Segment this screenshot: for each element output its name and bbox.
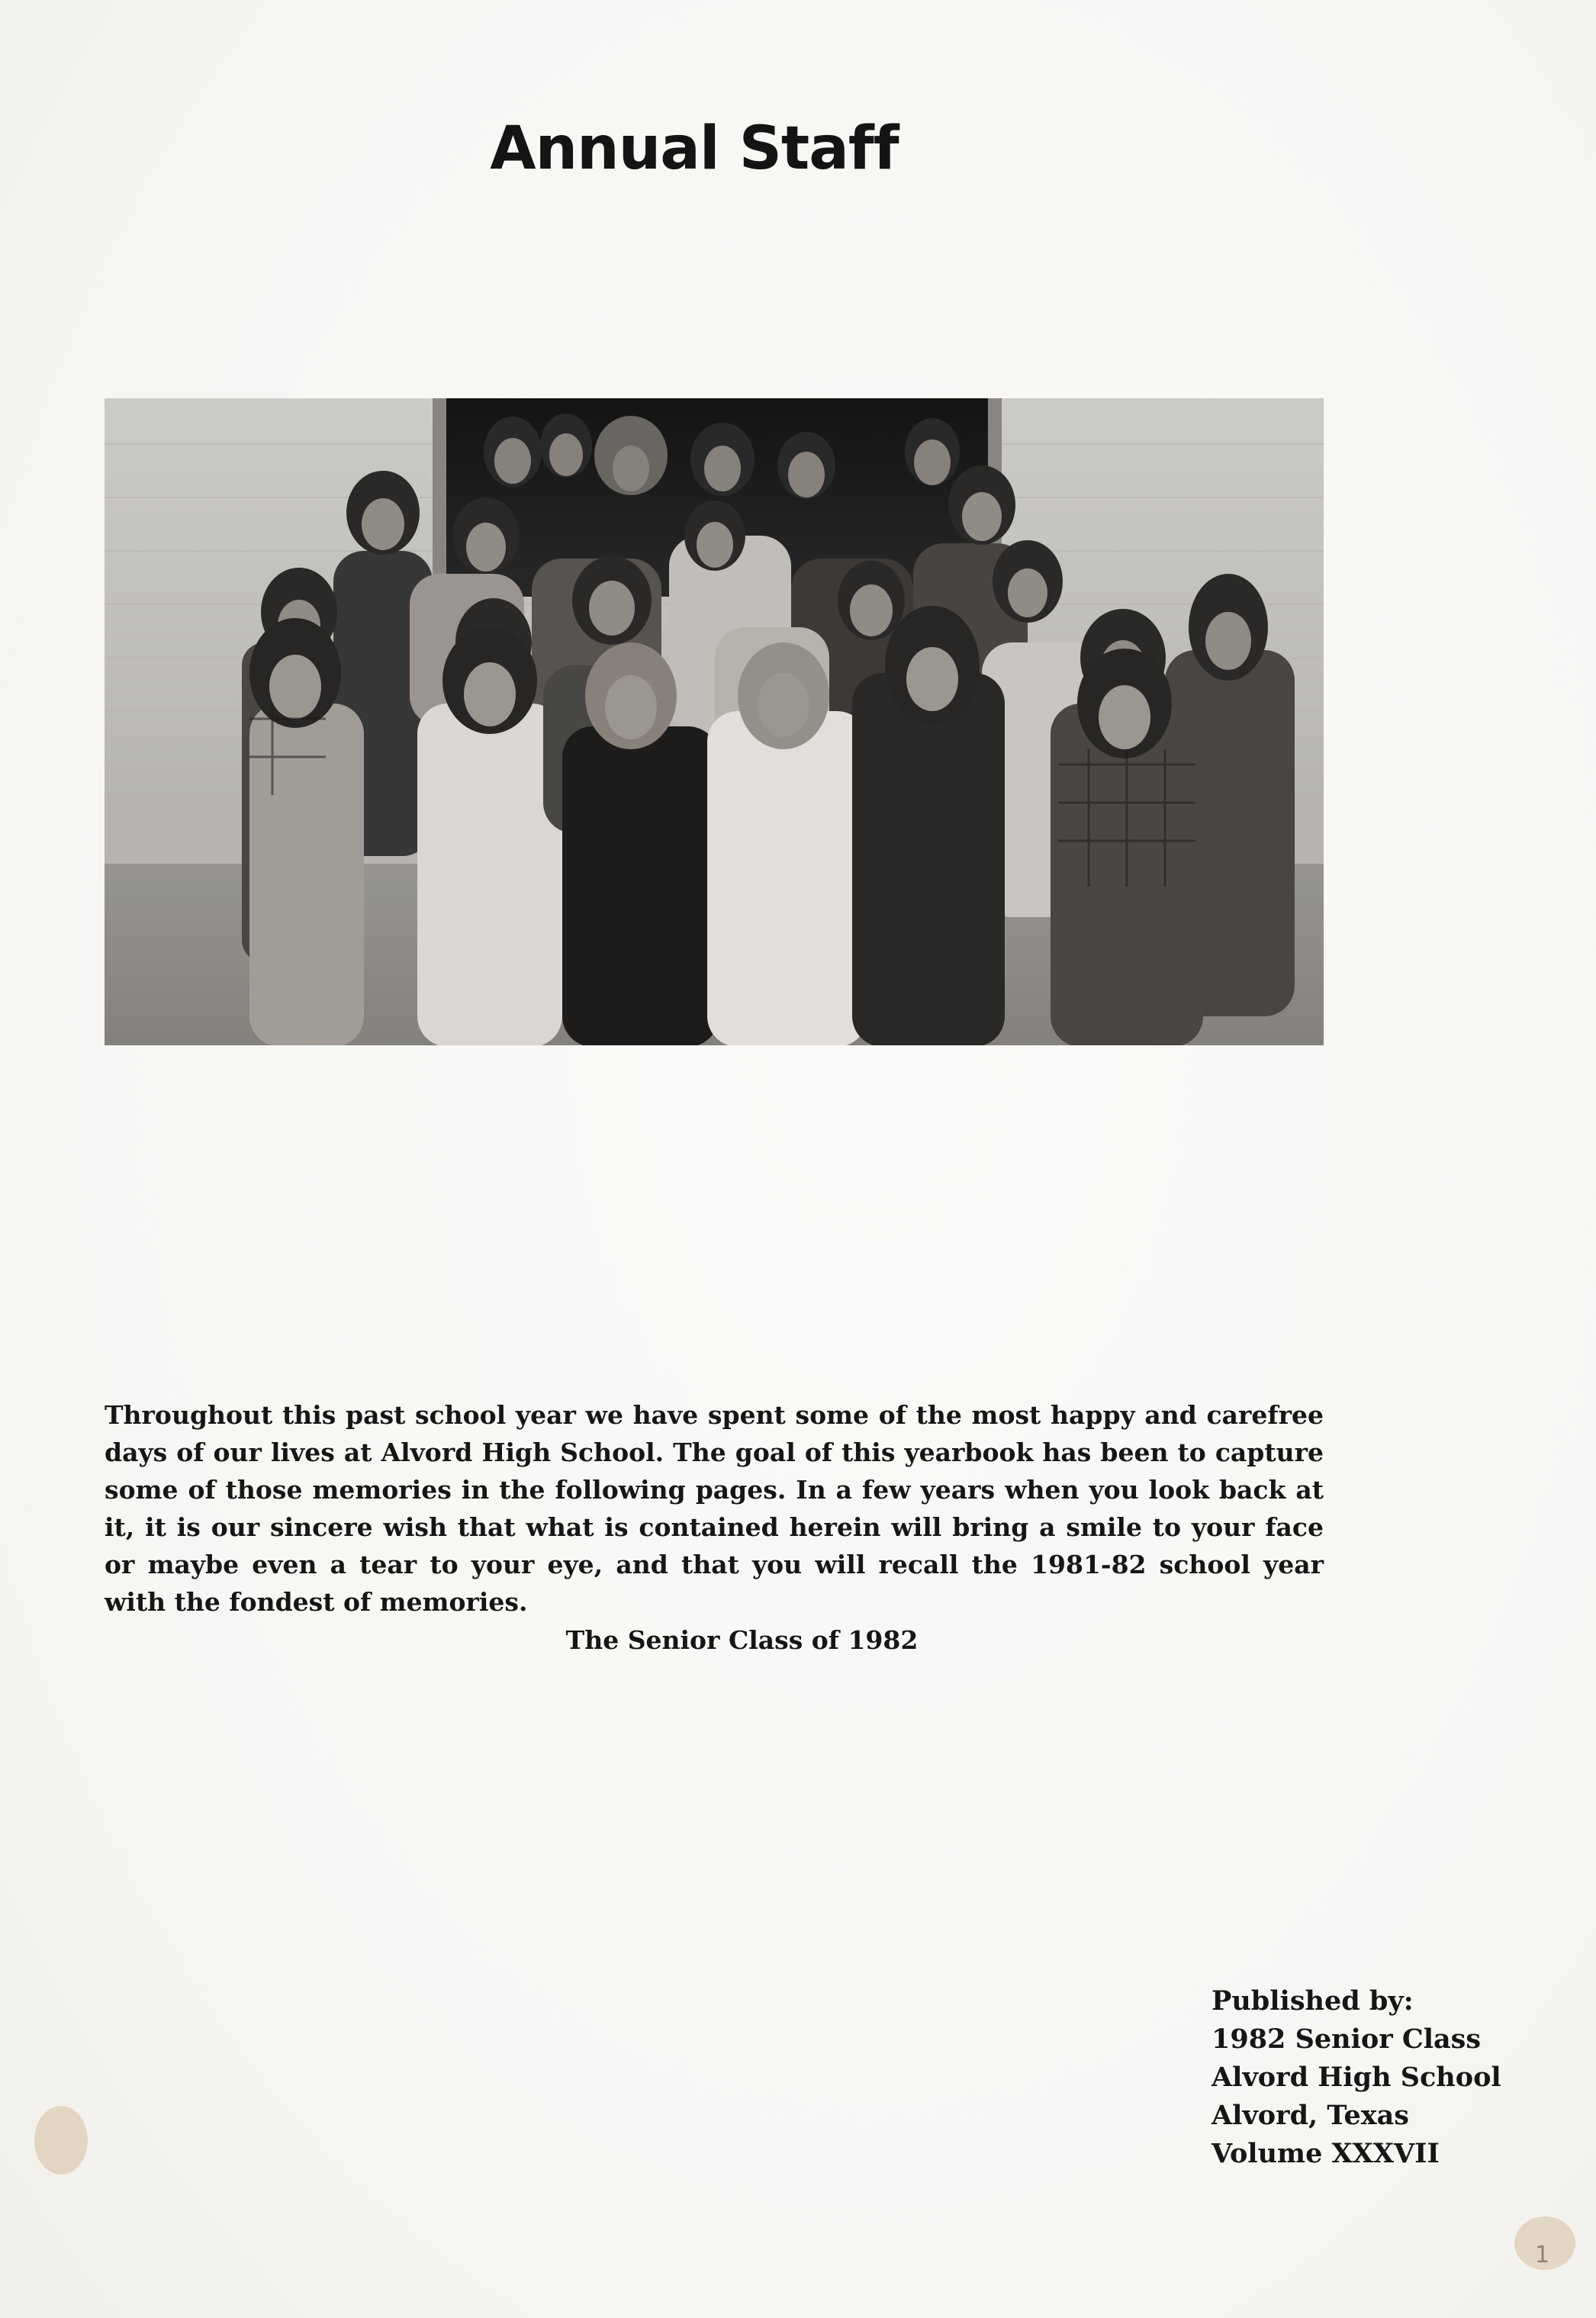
signature-line: The Senior Class of 1982 bbox=[565, 1625, 919, 1655]
publisher-school: Alvord High School bbox=[1211, 2062, 1501, 2093]
paper-stain bbox=[1514, 2217, 1575, 2270]
publisher-block bbox=[1211, 1982, 1570, 2173]
intro-paragraph: Throughout this past school year we have spent some of the most happy and carefree days of our lives at Alvord High School. The goal of this yearbook has been to capture some of those memories in the following pages. In a few years when you look back at it, it is our sincere wish that what is contained herein will bring a smile to your face or maybe even a tear to your eye, and that you will recall the 1981-82 school year with the fondest of memories. bbox=[105, 1400, 1324, 1617]
paper-stain bbox=[34, 2106, 88, 2175]
page-title: Annual Staff bbox=[490, 114, 899, 183]
group-photo bbox=[105, 398, 1324, 1045]
publisher-class: 1982 Senior Class bbox=[1211, 2023, 1482, 2055]
group-photo-illustration bbox=[105, 398, 1324, 1045]
publisher-heading: Published by: bbox=[1211, 1985, 1414, 2017]
publisher-volume: Volume XXXVII bbox=[1211, 2138, 1440, 2169]
publisher-location: Alvord, Texas bbox=[1211, 2100, 1409, 2131]
